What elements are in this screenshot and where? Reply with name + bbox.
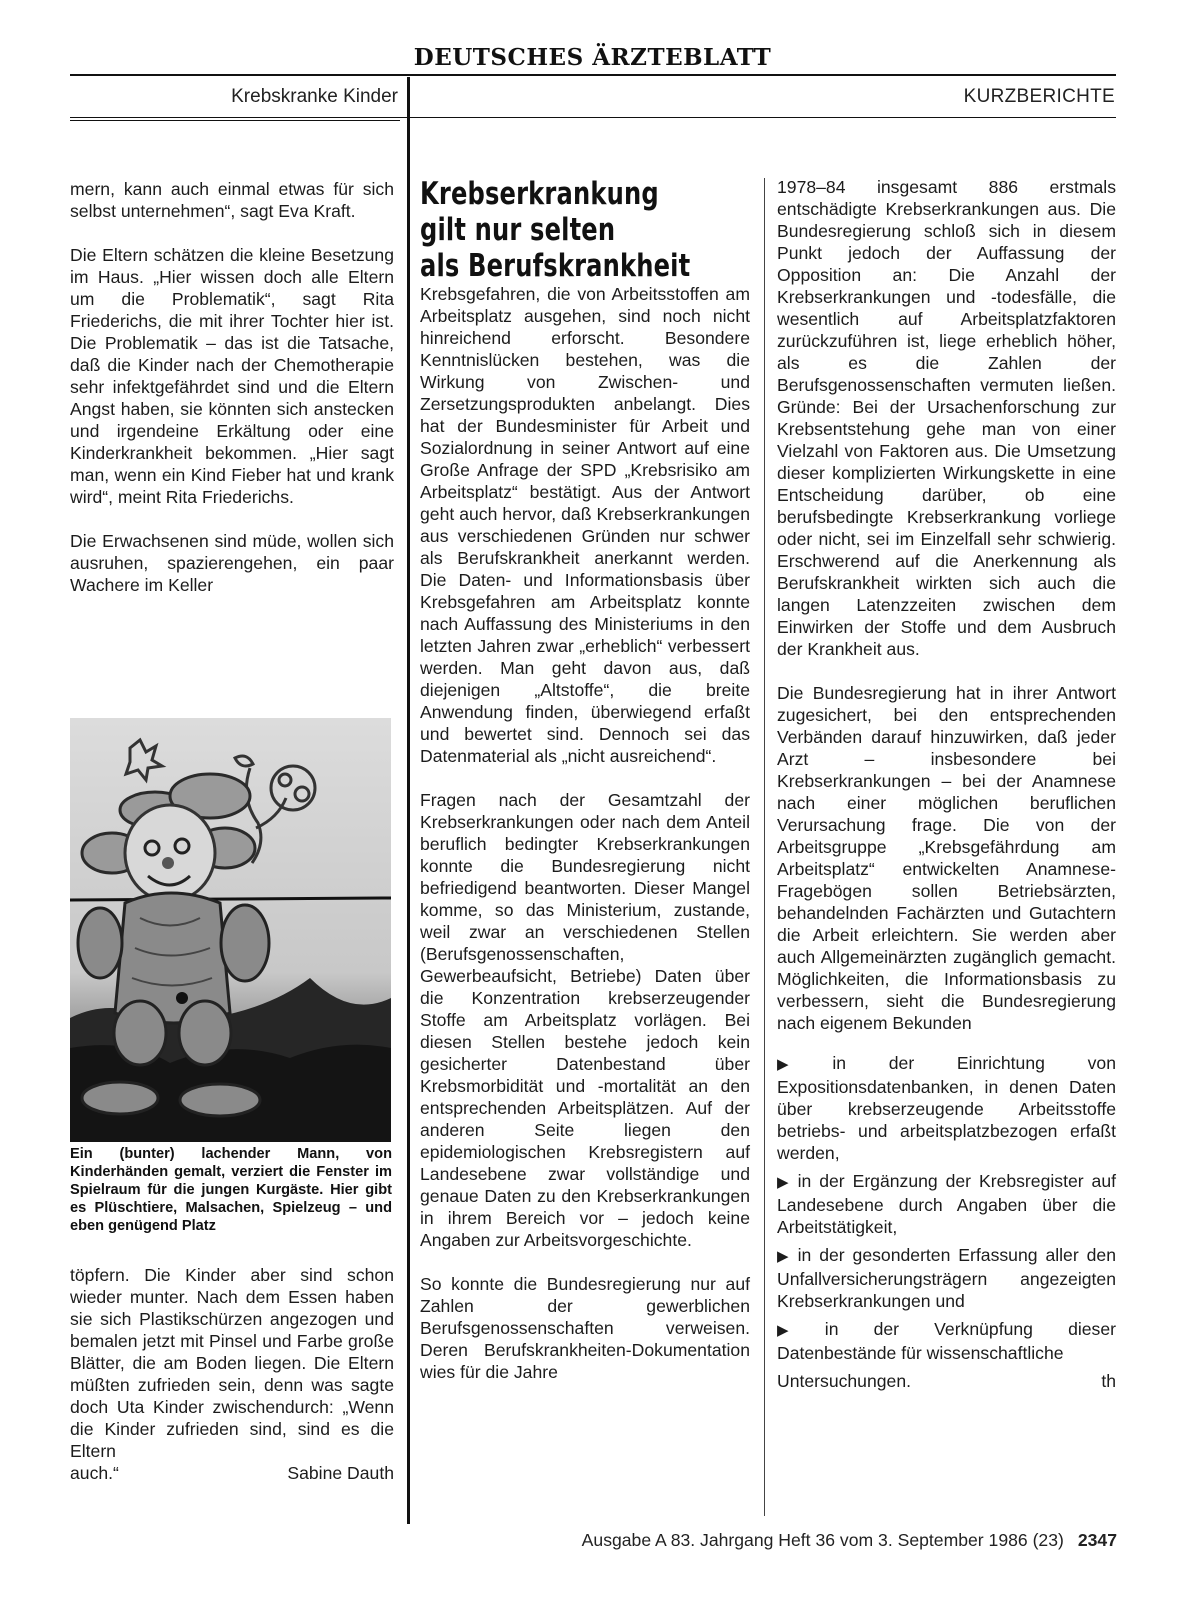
section-label-left: Krebskranke Kinder	[231, 86, 398, 107]
paragraph: 1978–84 insgesamt 886 erstmals entschädigte Krebserkrankungen aus. Die Bundesregierung schloß sich in diesem Punkt jedoch der Auffassung der Opposition an: Die Anzahl der Krebserkrankungen und -todesfälle, die wesentlich auf Arbeitsplatzfaktoren zurückzuführen ist, liege erheblich höher, als es die Zahlen der Berufsgenossenschaften vermuten ließen. Gründe: Bei der Ursachenforschung zur Krebsentstehung gehe man von einer Vielzahl von Faktoren aus. Die Umsetzung dieser komplizierten Wirkungskette in eine Entscheidung darüber, ob eine berufsbedingte Krebserkrankung vorliege oder nicht, sei im Einzelfall sehr schwierig. Erschwerend auf die Anerkennung als Berufskrankheit wirkten sich auch die langen Latenzzeiten zwischen dem Einwirken der Stoffe und dem Ausbruch der Krankheit aus.	[777, 177, 1116, 659]
signoff-line	[70, 1462, 394, 1484]
page-footer	[420, 1530, 1117, 1551]
bullet-item: ▶ in der Ergänzung der Krebsregister auf Landesebene durch Angaben über die Arbeitstätigkeit,	[777, 1171, 1116, 1237]
middle-column	[420, 283, 750, 1383]
paragraph: Die Eltern schätzen die kleine Besetzung im Haus. „Hier wissen doch alle Eltern um die Problematik“, sagt Rita Friederichs, die mit ihrer Tochter hier ist. Die Problematik – das ist die Tatsache, daß die Kinder nach der Chemotherapie sehr infektgefährdet sind und die Eltern Angst haben, sie könnten sich anstecken und irgendeine Erkältung oder eine Kinderkrankheit bekommen. „Hier sagt man, wenn ein Kind Fieber hat und krank wird“, meint Rita Friederichs.	[70, 245, 394, 507]
column-divider-main	[407, 77, 410, 1524]
paragraph: mern, kann auch einmal etwas für sich selbst unternehmen“, sagt Eva Kraft.	[70, 179, 394, 221]
drawing-illustration	[70, 718, 391, 1142]
left-column-top	[70, 178, 394, 596]
last-line: auch.“	[70, 1463, 119, 1483]
paragraph: töpfern. Die Kinder aber sind schon wieder munter. Nach dem Essen haben sie sich Plastikschürzen angezogen und bemalen jetzt mit Pinsel und Farbe große Blätter, die am Boden liegen. Die Eltern müßten zufrieden sein, denn was sagte doch Uta Kinder zwischendurch: „Wenn die Kinder zufrieden sind, sind es die Eltern	[70, 1265, 394, 1461]
bullet-item: ▶ in der Verknüpfung dieser Datenbestände für wissenschaftliche	[777, 1319, 1116, 1363]
paragraph: So konnte die Bundesregierung nur auf Zahlen der gewerblichen Berufsgenossenschaften verweisen. Deren Berufskrankheiten-Dokumentation wies für die Jahre	[420, 1274, 750, 1382]
arrow-bullet-icon: ▶	[777, 1174, 792, 1191]
arrow-bullet-icon: ▶	[777, 1248, 792, 1265]
headline-line: Krebserkrankung	[420, 176, 659, 212]
headline-line: als Berufskrankheit	[420, 248, 691, 284]
photo-caption: Ein (bunter) lachender Mann, von Kinderhänden gemalt, verziert die Fenster im Spielraum für die jungen Kurgäste. Hier gibt es Plüschtiere, Malsachen, Spielzeug – und eben genügend Platz	[70, 1146, 392, 1234]
signoff-line	[777, 1370, 1116, 1392]
author-initials: th	[1101, 1371, 1116, 1391]
paragraph: Die Bundesregierung hat in ihrer Antwort zugesichert, bei den entsprechenden Verbänden darauf hinzuwirken, daß jeder Arzt – insbesondere bei Krebserkrankungen – bei der Anamnese nach einer möglichen beruflichen Verursachung frage. Die von der Arbeitsgruppe „Krebsgefährdung am Arbeitsplatz“ entwickelten Anamnese-Fragebögen sollen Betriebsärzten, behandelnden Fachärzten und Gutachtern die Arbeit erleichtern. Sie werden aber auch Allgemeinärzten zugänglich gemacht. Möglichkeiten, die Informationsbasis zu verbessern, sieht die Bundesregierung nach eigenem Bekunden	[777, 683, 1116, 1033]
bullet-item: ▶ in der gesonderten Erfassung aller den Unfallversicherungsträgern angezeigten Krebserkrankungen und	[777, 1245, 1116, 1311]
paragraph: Fragen nach der Gesamtzahl der Krebserkrankungen oder nach dem Anteil beruflich bedingter Krebserkrankungen konnte die Bundesregierung nicht befriedigend beantworten. Dieser Mangel komme, so das Ministerium, zustande, weil zwar an verschiedenen Stellen (Berufsgenossenschaften, Gewerbeaufsicht, Betriebe) Daten über die Konzentration krebserzeugender Stoffe am Arbeitsplatz vorlägen. Bei diesen Stellen bestehe jedoch kein gesicherter Datenbestand über Krebsmorbidität und -mortalität an den entsprechenden Arbeitsplätzen. Auf der anderen Seite liegen den epidemiologischen Krebsregistern auf Landesebene zwar vollständige und genaue Daten zu den Krebserkrankungen in ihrem Bereich vor – jedoch keine Angaben zur Arbeitsvorgeschichte.	[420, 790, 750, 1250]
right-column	[777, 176, 1116, 1392]
child-drawing-photo	[70, 718, 391, 1142]
paragraph: Die Erwachsenen sind müde, wollen sich ausruhen, spazierengehen, ein paar Wachere im Keller	[70, 531, 394, 595]
left-column-bottom	[70, 1264, 394, 1484]
headline-line: gilt nur selten	[420, 212, 616, 248]
section-label-right: KURZBERICHTE	[963, 86, 1115, 107]
column-divider-thin	[764, 178, 765, 1516]
last-line: Untersuchungen.	[777, 1371, 911, 1391]
arrow-bullet-icon: ▶	[777, 1056, 827, 1073]
section-rule	[70, 117, 1116, 118]
section-rule-left-double	[70, 120, 400, 121]
article-headline	[420, 176, 748, 284]
issue-info: Ausgabe A 83. Jahrgang Heft 36 vom 3. September 1986 (23)	[581, 1530, 1064, 1550]
paragraph: Krebsgefahren, die von Arbeitsstoffen am Arbeitsplatz ausgehen, sind noch nicht hinreichend erforscht. Besondere Kenntnislücken bestehen, was die Wirkung von Zwischen- und Zersetzungsprodukten anbelangt. Dies hat der Bundesminister für Arbeit und Sozialordnung in seiner Antwort auf eine Große Anfrage der SPD „Krebsrisiko am Arbeitsplatz“ bestätigt. Aus der Antwort geht auch hervor, daß Krebserkrankungen aus verschiedenen Gründen nur schwer als Berufskrankheit anerkannt werden. Die Daten- und Informationsbasis über Krebsgefahren am Arbeitsplatz konnte nach Auffassung des Ministeriums in den letzten Jahren zwar „erheblich“ verbessert werden. Man geht davon aus, daß diejenigen „Altstoffe“, die breite Anwendung finden, überwiegend erfaßt und bewertet sind. Dennoch sei das Datenmaterial als „nicht ausreichend“.	[420, 284, 750, 766]
masthead: DEUTSCHES ÄRZTEBLATT	[413, 44, 772, 71]
bullet-item: ▶ in der Einrichtung von Expositionsdatenbanken, in denen Daten über krebserzeugende Arbeitsstoffe betriebs- und arbeitsplatzbezogen erfaßt werden,	[777, 1053, 1116, 1163]
arrow-bullet-icon: ▶	[777, 1322, 819, 1339]
page-number: 2347	[1077, 1530, 1117, 1550]
author-name: Sabine Dauth	[287, 1463, 394, 1483]
masthead-rule	[70, 74, 1116, 76]
